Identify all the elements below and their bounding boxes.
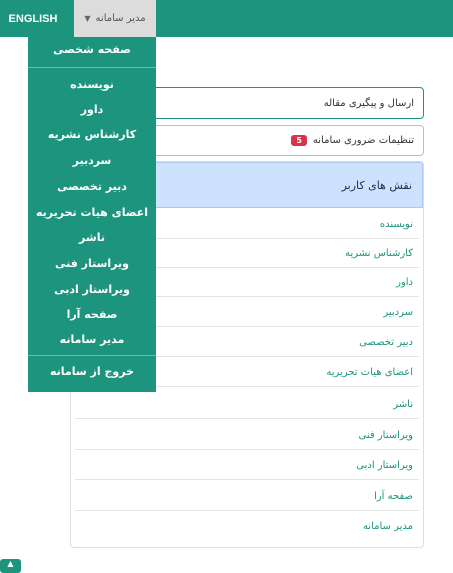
role-link-reviewer[interactable]: داور [75,268,419,297]
role-link-layout-designer[interactable]: صفحه آرا [75,482,419,511]
role-link-journal-expert[interactable]: کارشناس نشریه [75,239,419,268]
role-link-editorial-board[interactable]: اعضای هیات تحریریه [75,358,419,387]
menu-item-editorial-board[interactable]: اعضای هیات تحریریه [36,206,148,219]
menu-item-section-editor[interactable]: دبیر تخصصی [57,180,127,193]
menu-item-journal-expert[interactable]: کارشناس نشریه [47,128,137,141]
settings-count-badge: 5 [291,135,307,146]
caret-down-icon: ▼ [84,14,91,23]
menu-item-editor-in-chief[interactable]: سردبیر [72,154,112,167]
system-settings-label: تنظیمات ضروری سامانه [312,135,414,146]
role-link-system-admin[interactable]: مدیر سامانه [362,521,413,532]
menu-item-profile[interactable]: صفحه شخصی [53,43,131,56]
menu-item-literary-editor[interactable]: ویراستار ادبی [54,283,130,296]
scroll-top-button[interactable] [0,559,21,573]
menu-item-logout[interactable]: خروج از سامانه [50,365,134,378]
user-menu-toggle[interactable] [74,0,156,37]
menu-item-author[interactable]: نویسنده [70,78,114,91]
role-link-editor-in-chief[interactable]: سردبیر [75,298,419,327]
menu-item-technical-editor[interactable]: ویراستار فنی [54,257,129,270]
menu-divider [28,355,156,356]
menu-item-publisher[interactable]: ناشر [79,231,105,244]
roles-title-text: نقش های کاربر [341,178,412,192]
menu-item-layout-designer[interactable]: صفحه آرا [66,308,118,321]
role-link-section-editor[interactable]: دبیر تخصصی [75,328,419,357]
role-link-literary-editor[interactable]: ویراستار ادبی [75,451,419,480]
language-switch-link[interactable]: ENGLISH [8,12,58,25]
menu-item-reviewer[interactable]: داور [80,103,104,116]
menu-item-system-admin[interactable]: مدیر سامانه [59,333,125,346]
arrow-up-icon: ▲ [7,559,14,568]
user-menu-label: مدیر سامانه [95,13,146,24]
submit-article-label: ارسال و پیگیری مقاله [323,97,414,109]
role-link-technical-editor[interactable]: ویراستار فنی [75,421,419,450]
top-navbar [0,0,453,37]
role-link-publisher[interactable]: ناشر [75,390,419,419]
menu-divider [28,67,156,68]
user-dropdown-menu [28,37,156,392]
role-link-author[interactable]: نویسنده [75,210,419,239]
